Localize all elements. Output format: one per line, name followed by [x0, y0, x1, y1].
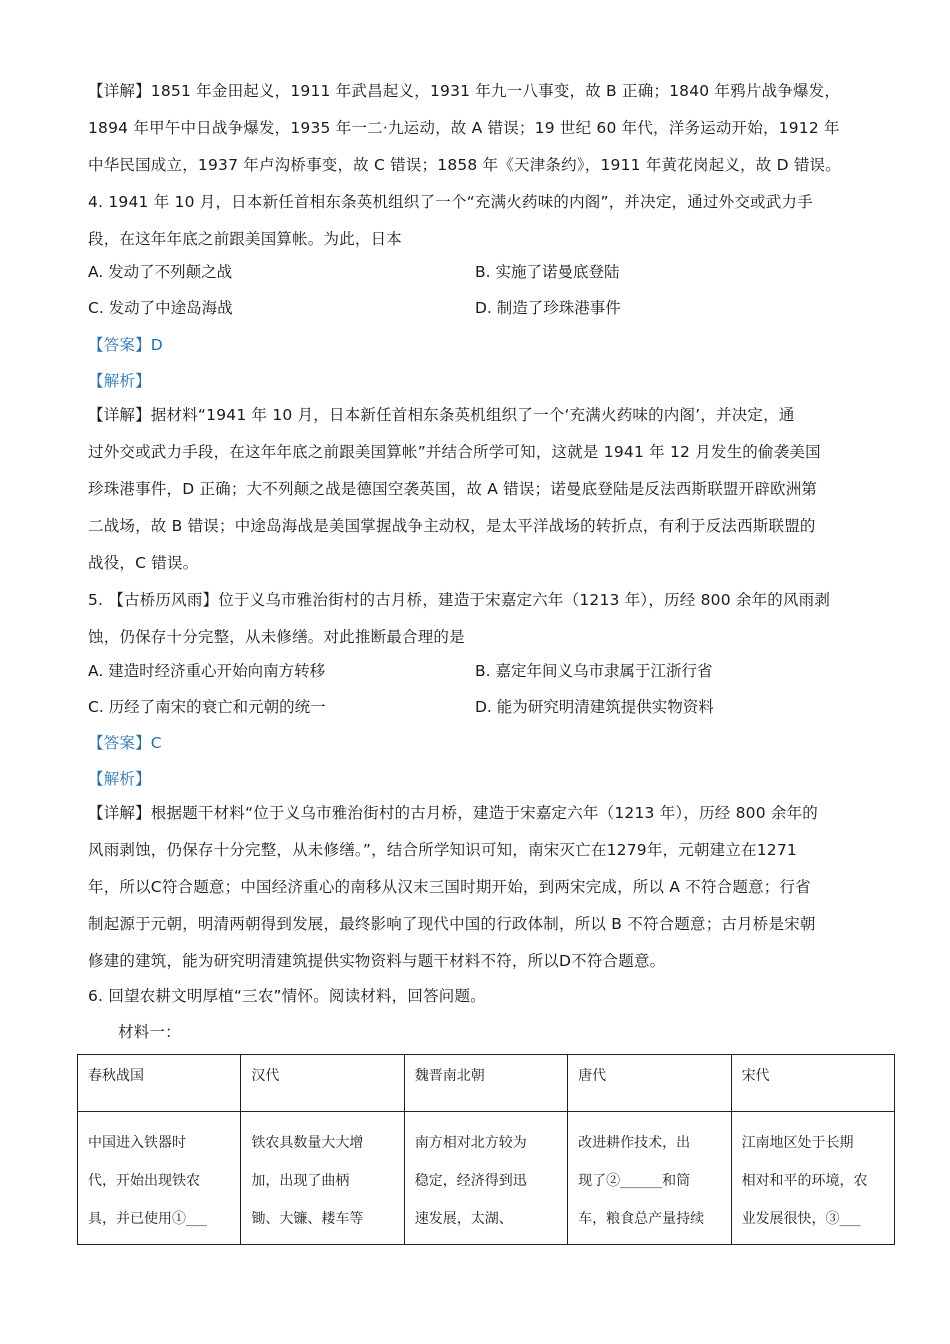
table-cell-line: 改进耕作技术，出: [578, 1135, 691, 1151]
table-row: [78, 1112, 895, 1245]
q4-option-a: A. 发动了不列颠之战: [88, 263, 233, 281]
table-cell: [404, 1112, 567, 1245]
table-cell-line: 加，出现了曲柄: [251, 1173, 350, 1189]
table-header-cell: 魏晋南北朝: [404, 1055, 567, 1112]
q4-option-d: D. 制造了珍珠港事件: [475, 299, 621, 317]
q3-detail-line-3: 中华民国成立，1937 年卢沟桥事变，故 C 错误；1858 年《天津条约》，1911 年黄花岗起义，故 D 错误。: [88, 156, 841, 174]
q5-detail-line-1: 【详解】根据题干材料“位于义乌市雅治街村的古月桥，建造于宋嘉定六年（1213 年），历经 800 余年的: [88, 804, 818, 822]
table-cell-line: 铁农具数量大大增: [251, 1135, 364, 1151]
q4-detail-line-1: 【详解】据材料“1941 年 10 月，日本新任首相东条英机组织了一个‘充满火药味的内阁’，并决定，通: [88, 406, 795, 424]
q5-detail-line-3: 年，所以C符合题意；中国经济重心的南移从汉末三国时期开始，到两宋完成，所以 A 不符合题意；行省: [88, 878, 811, 896]
table-cell-line: 相对和平的环境，农: [741, 1173, 868, 1189]
table-cell-line: 江南地区处于长期: [741, 1135, 854, 1151]
q4-option-c: C. 发动了中途岛海战: [88, 299, 233, 317]
q5-option-b: B. 嘉定年间义乌市隶属于江浙行省: [475, 662, 713, 680]
q4-stem-line-2: 段，在这年年底之前跟美国算帐。为此，日本: [88, 230, 403, 248]
table-header-cell: 汉代: [241, 1055, 404, 1112]
q3-detail-line-1: 【详解】1851 年金田起义，1911 年武昌起义，1931 年九一八事变，故 B 正确；1840 年鸦片战争爆发，: [88, 82, 841, 100]
q5-answer-text: 【答案】C: [88, 734, 162, 752]
table-cell: [78, 1112, 241, 1245]
table-cell-line: 速发展，太湖、: [414, 1211, 513, 1227]
q4-detail-line-2: 过外交或武力手段，在这年年底之前跟美国算帐”并结合所学可知，这就是 1941 年 12 月发生的偷袭美国: [88, 443, 821, 461]
q5-analysis-heading: 【解析】: [88, 770, 151, 788]
q4-detail-line-4: 二战场，故 B 错误；中途岛海战是美国掌握战争主动权，是太平洋战场的转折点，有利于反法西斯联盟的: [88, 517, 816, 535]
table-cell-line: 中国进入铁器时: [88, 1135, 186, 1151]
table-cell-line: 业发展很快，③___: [741, 1211, 861, 1227]
table-cell-line: 代，开始出现铁农: [88, 1173, 200, 1189]
table-header-cell: 宋代: [731, 1055, 894, 1112]
table-header-cell: 春秋战国: [78, 1055, 241, 1112]
table-cell-line: 现了②______和筒: [578, 1173, 691, 1189]
q5-detail-line-4: 制起源于元朝，明清两朝得到发展，最终影响了现代中国的行政体制，所以 B 不符合题意；古月桥是宋朝: [88, 915, 816, 933]
q3-detail-line-2: 1894 年甲午中日战争爆发，1935 年一二·九运动，故 A 错误；19 世纪 60 年代，洋务运动开始，1912 年: [88, 119, 840, 137]
q4-answer: [88, 335, 163, 355]
q4-detail-line-5: 战役，C 错误。: [88, 554, 199, 572]
q5-stem-line-2: 蚀，仍保存十分完整，从未修缮。对此推断最合理的是: [88, 628, 465, 646]
table-cell: [241, 1112, 404, 1245]
table-header-cell: 唐代: [568, 1055, 731, 1112]
table-cell: [568, 1112, 731, 1245]
material-table: [77, 1054, 895, 1245]
q4-answer-text: 【答案】D: [88, 336, 163, 354]
table-header-row: [78, 1055, 895, 1112]
q4-analysis-heading: 【解析】: [88, 372, 151, 390]
q5-answer: [88, 733, 162, 753]
q6-material-label: 材料一：: [118, 1023, 181, 1041]
q5-option-a: A. 建造时经济重心开始向南方转移: [88, 662, 326, 680]
q6-stem: 6. 回望农耕文明厚植“三农”情怀。阅读材料，回答问题。: [88, 987, 486, 1005]
q5-option-d: D. 能为研究明清建筑提供实物资料: [475, 698, 714, 716]
q5-option-c: C. 历经了南宋的衰亡和元朝的统一: [88, 698, 326, 716]
q5-stem-line-1: 5. 【古桥历风雨】位于义乌市雅治街村的古月桥，建造于宋嘉定六年（1213 年），历经 800 余年的风雨剥: [88, 591, 831, 609]
table-cell-line: 车，粮食总产量持续: [578, 1211, 705, 1227]
table-cell-line: 锄、大镰、耧车等: [251, 1211, 364, 1227]
table-cell: [731, 1112, 894, 1245]
q5-detail-line-5: 修建的建筑，能为研究明清建筑提供实物资料与题干材料不符，所以D不符合题意。: [88, 952, 666, 970]
table-cell-line: 南方相对北方较为: [414, 1135, 527, 1151]
table-cell-line: 具，并已使用①___: [88, 1211, 207, 1227]
q4-detail-line-3: 珍珠港事件，D 正确；大不列颠之战是德国空袭英国，故 A 错误；诺曼底登陆是反法西斯联盟开辟欧洲第: [88, 480, 818, 498]
q5-detail-line-2: 风雨剥蚀，仍保存十分完整，从未修缮。”，结合所学知识可知，南宋灭亡在1279年，元朝建立在1271: [88, 841, 797, 859]
table-cell-line: 稳定，经济得到迅: [414, 1173, 527, 1189]
q4-stem-line-1: 4. 1941 年 10 月，日本新任首相东条英机组织了一个“充满火药味的内阁”，并决定，通过外交或武力手: [88, 193, 813, 211]
q4-option-b: B. 实施了诺曼底登陆: [475, 263, 620, 281]
